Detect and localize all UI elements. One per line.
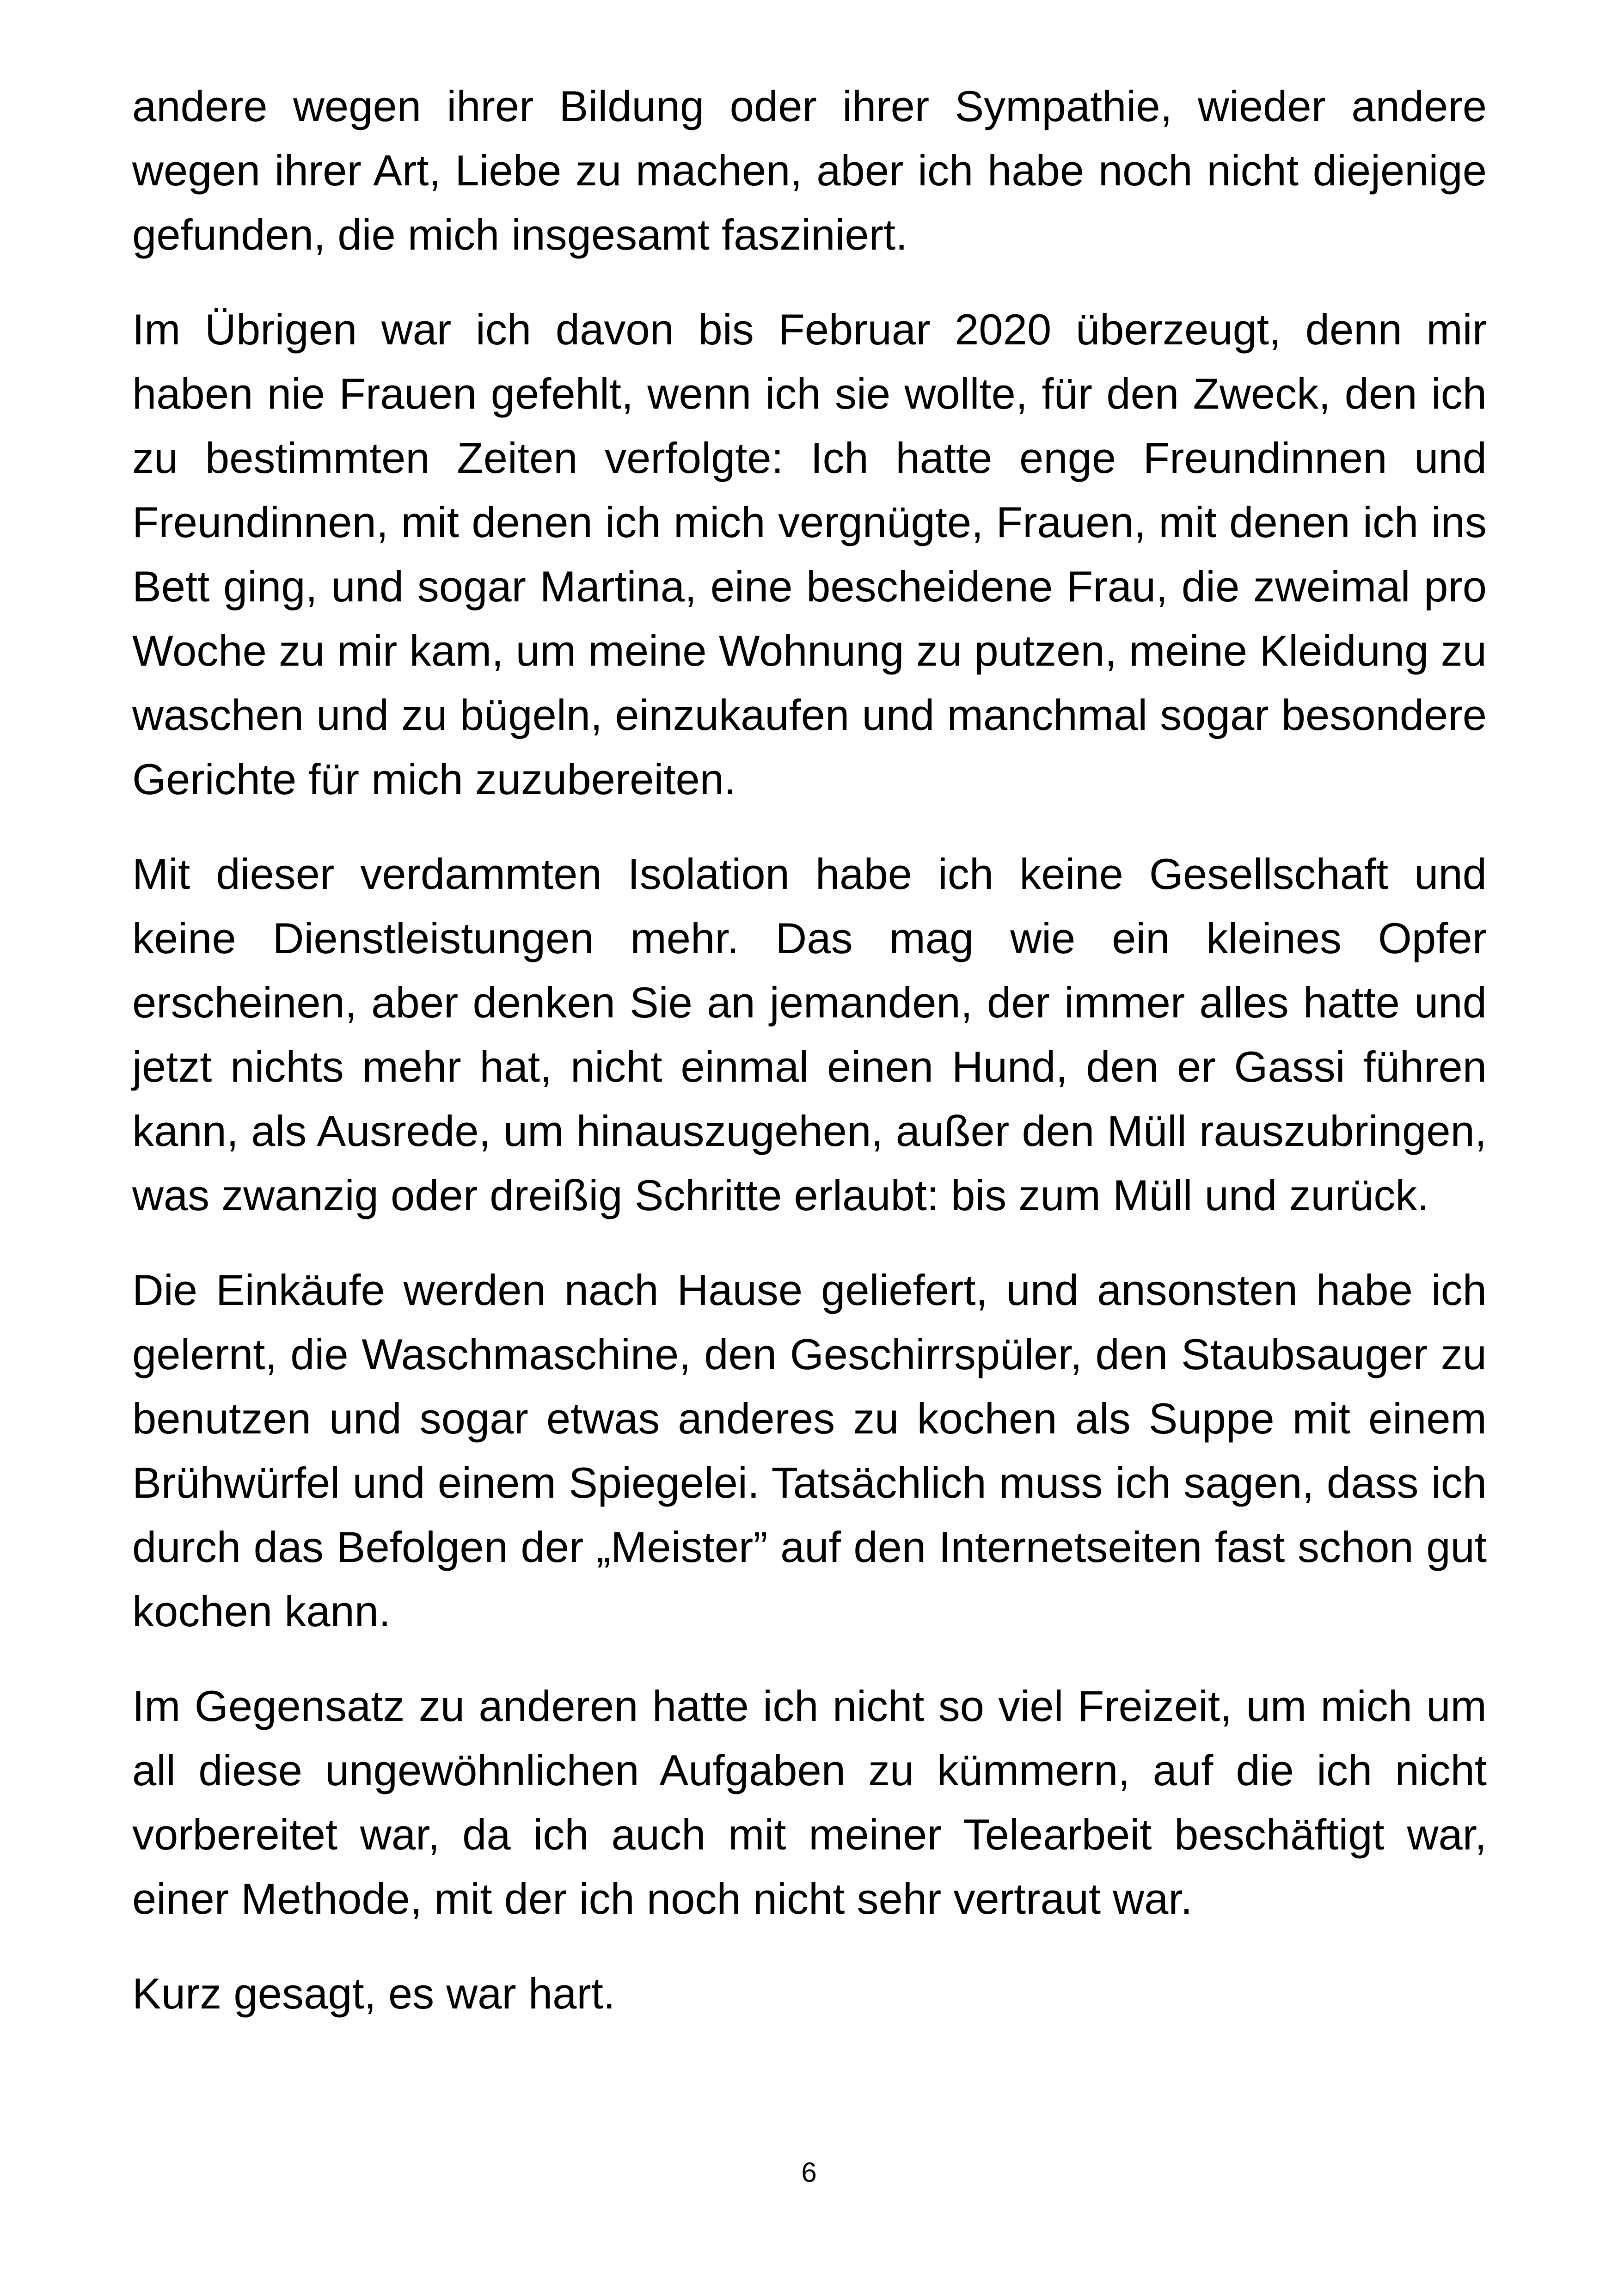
paragraph-5: Im Gegensatz zu anderen hatte ich nicht so viel Freizeit, um mich um all diese ungewöhnlichen Aufgaben zu kümmern, auf die ich nicht vorbereitet war, da ich auch mit meiner Telearbeit beschäftigt war, einer Methode, mit der ich noch nicht sehr vertraut war. [132,1682,1487,1923]
paragraph-6: Kurz gesagt, es war hart. [132,1969,615,2018]
paragraph-3: Mit dieser verdammten Isolation habe ich keine Gesellschaft und keine Dienstleistungen mehr. Das mag wie ein kleines Opfer erscheinen, aber denken Sie an jemanden, der immer alles hatte und jetzt nichts mehr hat, nicht einmal einen Hund, den er Gassi führen kann, als Ausrede, um hinauszugehen, außer den Müll rauszubringen, was zwanzig oder dreißig Schritte erlaubt: bis zum Müll und zurück. [132,850,1487,1219]
paragraph-2: Im Übrigen war ich davon bis Februar 2020 überzeugt, denn mir haben nie Frauen gefehlt, wenn ich sie wollte, für den Zweck, den ich zu bestimmten Zeiten verfolgte: Ich hatte enge Freundinnen und Freundinnen, mit denen ich mich vergnügte, Frauen, mit denen ich ins Bett ging, und sogar Martina, eine bescheidene Frau, die zweimal pro Woche zu mir kam, um meine Wohnung zu putzen, meine Kleidung zu waschen und zu bügeln, einzukaufen und manchmal sogar besondere Gerichte für mich zuzubereiten. [132,305,1487,803]
paragraph-1: andere wegen ihrer Bildung oder ihrer Sympathie, wieder andere wegen ihrer Art, Liebe zu machen, aber ich habe noch nicht diejenige gefunden, die mich insgesamt fasziniert. [132,82,1487,259]
body-text [132,74,1487,2026]
page-number: 6 [801,2157,817,2188]
paragraph-4: Die Einkäufe werden nach Hause geliefert, und ansonsten habe ich gelernt, die Waschmaschine, den Geschirrspüler, den Staubsauger zu benutzen und sogar etwas anderes zu kochen als Suppe mit einem Brühwürfel und einem Spiegelei. Tatsächlich muss ich sagen, dass ich durch das Befolgen der „Meister” auf den Internetseiten fast schon gut kochen kann. [132,1266,1487,1635]
